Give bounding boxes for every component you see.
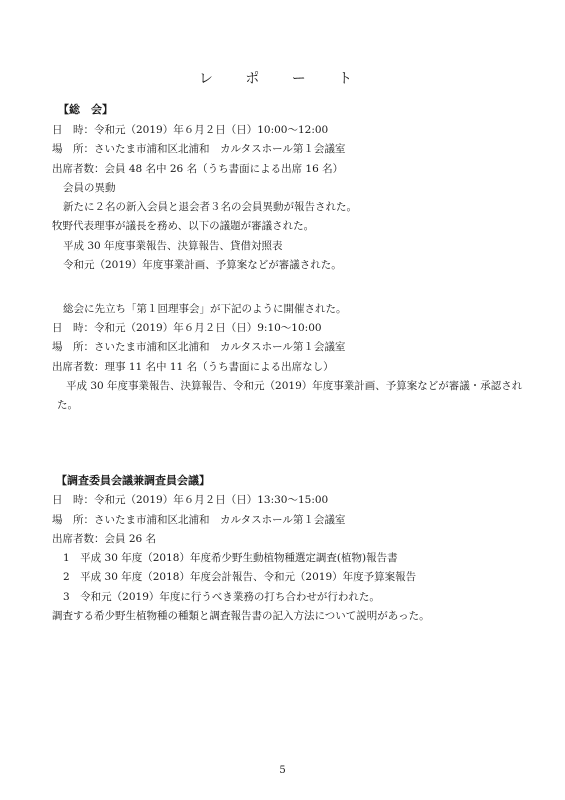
general-meeting-venue: 場 所：さいたま市浦和区北浦和 カルタスホール第１会議室: [52, 143, 346, 155]
survey-meeting-venue: 場 所：さいたま市浦和区北浦和 カルタスホール第１会議室: [52, 514, 346, 526]
board-meeting-intro: 総会に先立ち「第１回理事会」が下記のように開催された。: [63, 303, 347, 315]
general-meeting-datetime: 日 時：令和元（2019）年６月２日（日）10:00〜12:00: [52, 124, 329, 136]
page-number: 5: [279, 765, 286, 776]
page-title: レ ポ ー ト: [198, 71, 367, 87]
chair-text: 牧野代表理事が議長を務め、以下の議題が審議された。: [52, 220, 315, 232]
general-meeting-attendance: 出席者数：会員 48 名中 26 名（うち書面による出席 16 名）: [52, 163, 344, 175]
board-meeting-attendance: 出席者数：理事 11 名中 11 名（うち書面による出席なし）: [52, 361, 334, 373]
board-meeting-agenda: 平成 30 年度事業報告、決算報告、令和元（2019）年度事業計画、予算案などが審議・承認され: [66, 380, 523, 392]
survey-item-2: 2 平成 30 年度（2018）年度会計報告、令和元（2019）年度予算案報告: [63, 571, 417, 583]
board-meeting-venue: 場 所：さいたま市浦和区北浦和 カルタスホール第１会議室: [52, 341, 346, 353]
member-changes-text: 新たに２名の新入会員と退会者３名の会員異動が報告された。: [63, 201, 357, 213]
board-meeting-datetime: 日 時：令和元（2019）年６月２日（日）9:10〜10:00: [52, 322, 322, 334]
board-meeting-agenda-cont: た。: [57, 399, 78, 411]
agenda-item-1: 平成 30 年度事業報告、決算報告、貸借対照表: [63, 240, 283, 252]
section-heading-survey-meeting: 【調査委員会議兼調査員会議】: [56, 474, 210, 487]
agenda-item-2: 令和元（2019）年度事業計画、予算案などが審議された。: [63, 259, 342, 271]
survey-item-1: 1 平成 30 年度（2018）年度希少野生動植物種選定調査(植物)報告書: [63, 552, 398, 564]
member-changes-heading: 会員の異動: [63, 182, 116, 194]
survey-explanation: 調査する希少野生植物種の種類と調査報告書の記入方法について説明があった。: [52, 610, 430, 622]
section-heading-general-meeting: 【総 会】: [58, 103, 113, 116]
survey-item-3: 3 令和元（2019）年度に行うべき業務の打ち合わせが行われた。: [63, 591, 380, 603]
survey-meeting-attendance: 出席者数：会員 26 名: [52, 533, 157, 545]
survey-meeting-datetime: 日 時：令和元（2019）年６月２日（日）13:30〜15:00: [52, 494, 329, 506]
